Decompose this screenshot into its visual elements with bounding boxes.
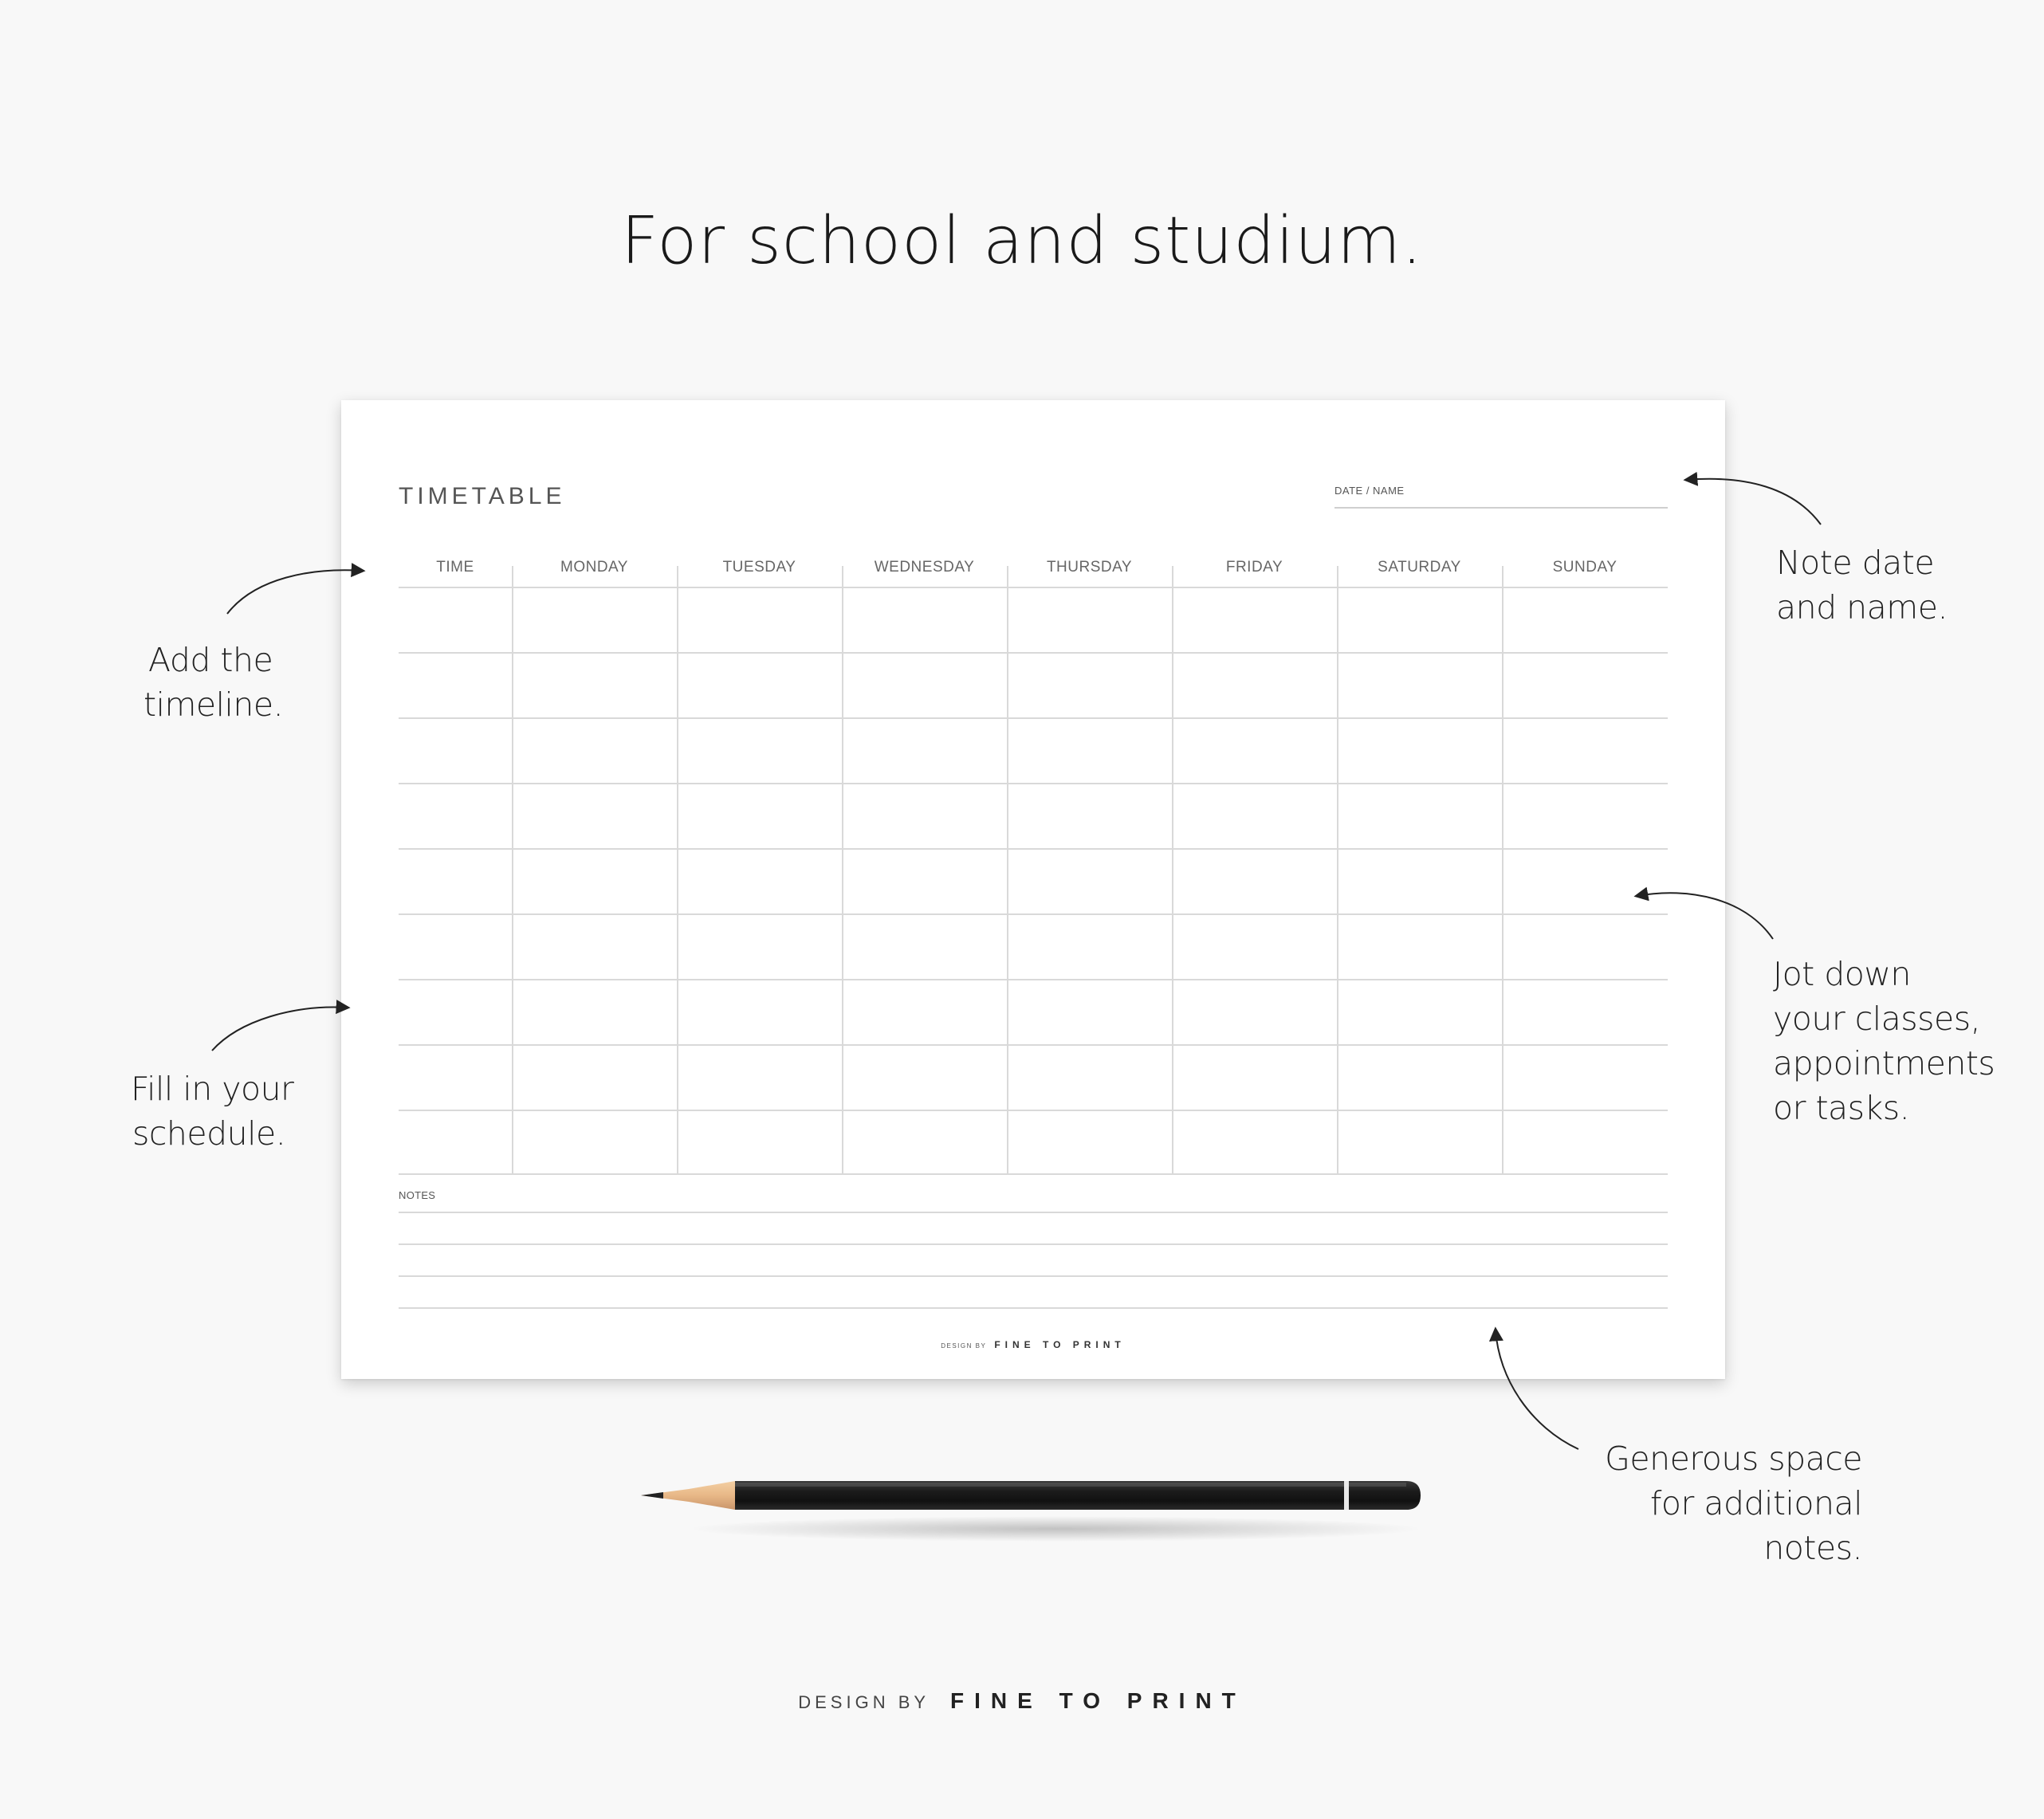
annotation-timeline-line: timeline.: [143, 686, 284, 724]
column-divider: [1502, 566, 1504, 1173]
annotation-schedule-line: schedule.: [132, 1114, 286, 1153]
credit-design-by: DESIGN BY: [798, 1692, 930, 1712]
date-name-field: [1334, 483, 1668, 509]
annotation-classes-line: or tasks.: [1773, 1089, 1910, 1127]
annotation-classes-line: your classes,: [1773, 1000, 1981, 1038]
row-line: [399, 848, 1668, 850]
date-name-label: DATE / NAME: [1334, 485, 1405, 497]
notes-line: [399, 1275, 1668, 1277]
grid-bottom-rule: [399, 1173, 1668, 1175]
column-divider: [512, 566, 513, 1173]
annotation-classes: [1773, 952, 1995, 1130]
bottom-credit: [0, 1688, 2044, 1714]
column-header-tuesday: TUESDAY: [722, 559, 796, 576]
arrow-schedule: [212, 1007, 348, 1051]
column-header-monday: MONDAY: [560, 559, 628, 576]
column-divider: [842, 566, 843, 1173]
column-header-saturday: SATURDAY: [1378, 559, 1461, 576]
timetable-grid: [399, 552, 1668, 1173]
credit-brand: FINE TO PRINT: [950, 1688, 1246, 1713]
annotation-date-name-line: Note date: [1776, 544, 1935, 582]
column-header-time: TIME: [436, 559, 474, 576]
annotation-notes-line: for additional notes.: [1649, 1484, 1862, 1567]
annotation-timeline: [143, 638, 283, 727]
sheet-footer-brand: FINE TO PRINT: [994, 1339, 1126, 1350]
annotation-date-name: [1776, 540, 1948, 630]
column-divider: [1337, 566, 1338, 1173]
row-line: [399, 1110, 1668, 1111]
column-header-sunday: SUNDAY: [1552, 559, 1618, 576]
headline: For school and studium.: [620, 203, 1424, 279]
column-divider: [1172, 566, 1173, 1173]
column-header-friday: FRIDAY: [1225, 559, 1283, 576]
row-line: [399, 717, 1668, 719]
notes-line: [399, 1307, 1668, 1309]
pencil-image: [641, 1467, 1422, 1546]
row-line: [399, 979, 1668, 980]
sheet-footer-design-by: DESIGN BY: [941, 1342, 987, 1350]
column-divider: [1007, 566, 1008, 1173]
column-header-wednesday: WEDNESDAY: [874, 559, 975, 576]
annotation-notes-line: Generous space: [1605, 1440, 1862, 1478]
row-line: [399, 652, 1668, 654]
column-divider: [677, 566, 678, 1173]
row-line: [399, 1044, 1668, 1046]
header-rule: [399, 587, 1668, 588]
annotation-notes: [1555, 1436, 1862, 1570]
annotation-date-name-line: and name.: [1776, 588, 1948, 627]
annotation-schedule-line: Fill in your: [131, 1070, 294, 1108]
row-line: [399, 913, 1668, 915]
notes-line: [399, 1243, 1668, 1245]
sheet-title: TIMETABLE: [399, 483, 566, 509]
column-header-thursday: THURSDAY: [1046, 559, 1133, 576]
annotation-classes-line: Jot down: [1773, 955, 1911, 993]
sheet-footer: [341, 1339, 1725, 1350]
annotation-classes-line: appointments: [1773, 1044, 1995, 1082]
notes-label: NOTES: [399, 1189, 436, 1201]
annotation-timeline-line: Add the: [148, 641, 273, 679]
row-line: [399, 783, 1668, 784]
timetable-sheet: [341, 400, 1725, 1379]
annotation-schedule: [131, 1067, 293, 1156]
notes-line: [399, 1212, 1668, 1213]
